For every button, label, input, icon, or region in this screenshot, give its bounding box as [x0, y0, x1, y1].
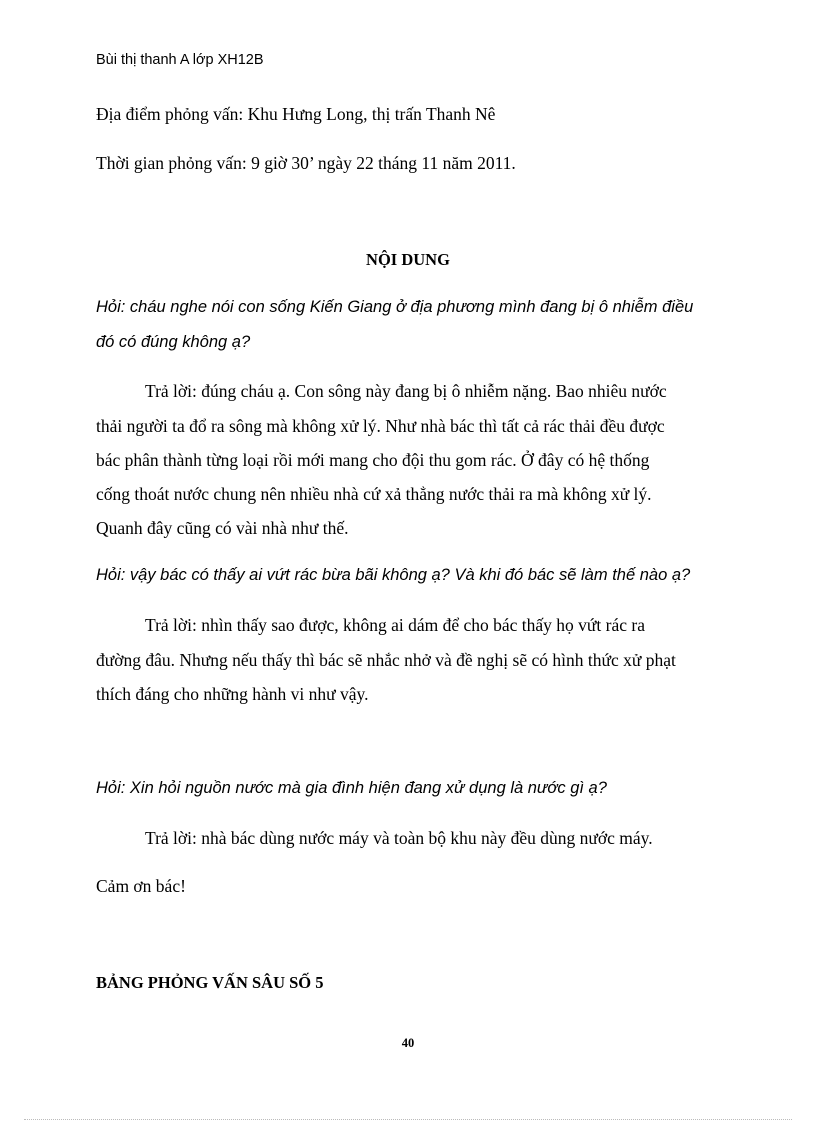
answer-2-line-1: Trả lời: nhìn thấy sao được, không ai dám để cho bác thấy họ vứt rác ra: [145, 615, 645, 635]
interview-time: Thời gian phỏng vấn: 9 giờ 30’ ngày 22 tháng 11 năm 2011.: [96, 153, 516, 173]
question-2-line-1: Hỏi: vậy bác có thấy ai vứt rác bừa bãi không ạ? Và khi đó bác sẽ làm thế nào ạ?: [96, 566, 691, 584]
next-section-heading: BẢNG PHỎNG VẤN SÂU SỐ 5: [96, 973, 324, 992]
content-heading: NỘI DUNG: [366, 250, 450, 269]
question-1-line-1: Hỏi: cháu nghe nói con sống Kiến Giang ở địa phương mình đang bị ô nhiễm điều: [96, 298, 694, 316]
answer-2-line-3: thích đáng cho những hành vi như vậy.: [96, 684, 369, 704]
answer-1-line-4: cống thoát nước chung nên nhiều nhà cứ xả thẳng nước thải ra mà không xử lý.: [96, 484, 652, 504]
page-number: 40: [401, 1036, 415, 1050]
answer-3-line-1: Trả lời: nhà bác dùng nước máy và toàn bộ khu này đều dùng nước máy.: [145, 828, 653, 848]
question-1-line-2: đó có đúng không ạ?: [96, 333, 251, 351]
answer-2-line-2: đường đâu. Nhưng nếu thấy thì bác sẽ nhắc nhở và đề nghị sẽ có hình thức xử phạt: [96, 650, 676, 670]
answer-1-line-3: bác phân thành từng loại rồi mới mang cho đội thu gom rác. Ở đây có hệ thống: [96, 450, 650, 470]
page-bottom-divider: [24, 1119, 792, 1120]
interview-location: Địa điểm phỏng vấn: Khu Hưng Long, thị trấn Thanh Nê: [96, 104, 496, 124]
page-header: Bùi thị thanh A lớp XH12B: [96, 52, 264, 68]
closing-thanks: Cảm ơn bác!: [96, 876, 186, 896]
answer-1-line-5: Quanh đây cũng có vài nhà như thế.: [96, 518, 349, 538]
answer-1-line-2: thải người ta đổ ra sông mà không xử lý. Như nhà bác thì tất cả rác thải đều được: [96, 416, 665, 436]
question-3-line-1: Hỏi: Xin hỏi nguồn nước mà gia đình hiện đang xử dụng là nước gì ạ?: [96, 779, 607, 797]
answer-1-line-1: Trả lời: đúng cháu ạ. Con sông này đang bị ô nhiễm nặng. Bao nhiêu nước: [145, 381, 667, 401]
